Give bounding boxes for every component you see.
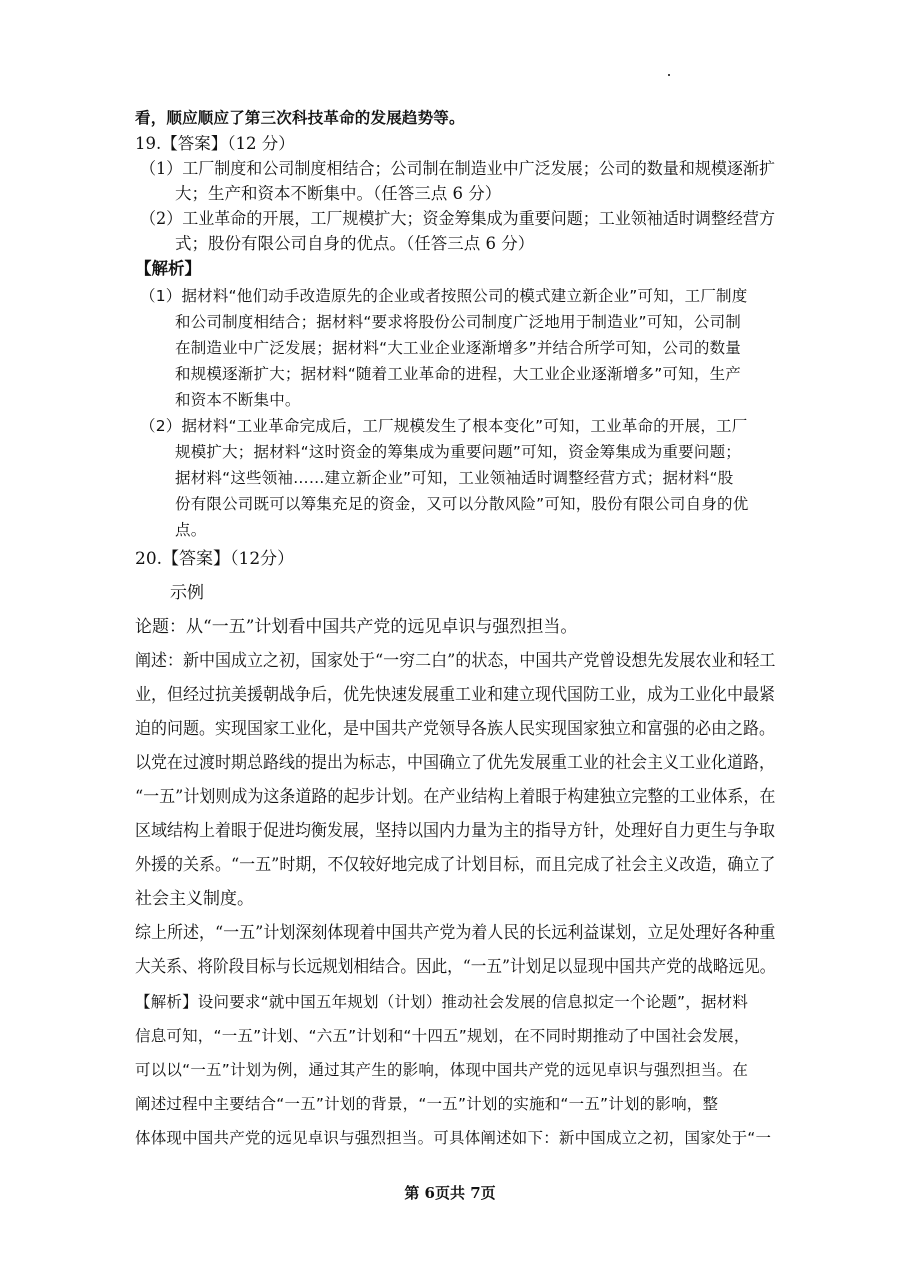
text-line: 以党在过渡时期总路线的提出为标志，中国确立了优先发展重工业的社会主义工业化道路，	[135, 753, 776, 773]
text-line: 信息可知，“一五”计划、“六五”计划和“十四五”规划，在不同时期推动了中国社会发展，	[135, 1027, 750, 1045]
text-line: 点。	[175, 521, 207, 539]
text-line: （2）据材料“工业革命完成后，工厂规模发生了根本变化”可知，工业革命的开展，工厂	[140, 417, 748, 435]
text-line: （2）工业革命的开展，工厂规模扩大；资金筹集成为重要问题；工业领袖适时调整经营方	[140, 209, 775, 228]
page-number: 第 6页共 7页	[404, 1184, 496, 1202]
answer-heading-19: 19.【答案】（12 分）	[135, 134, 295, 153]
text-line: 据材料“这些领袖……建立新企业”可知，工业领袖适时调整经营方式；据材料“股	[175, 469, 734, 487]
text-line: 外援的关系。“一五”时期，不仅较好地完成了计划目标，而且完成了社会主义改造，确立了	[135, 855, 776, 875]
text-line: 阐述：新中国成立之初，国家处于“一穷二白”的状态，中国共产党曾设想先发展农业和轻工	[135, 651, 776, 671]
text-line: 社会主义制度。	[135, 889, 254, 909]
text-line: 和资本不断集中。	[175, 391, 301, 409]
text-line: 阐述过程中主要结合“一五”计划的背景，“一五”计划的实施和“一五”计划的影响，整	[135, 1095, 719, 1113]
text-line: 论题：从“一五”计划看中国共产党的远见卓识与强烈担当。	[135, 617, 578, 637]
text-line: 示例	[170, 583, 204, 603]
text-line: 大；生产和资本不断集中。（任答三点 6 分）	[175, 184, 502, 203]
text-line: 看，顺应顺应了第三次科技革命的发展趋势等。	[135, 109, 465, 127]
text-line: 可以以“一五”计划为例，通过其产生的影响，体现中国共产党的远见卓识与强烈担当。在	[135, 1061, 749, 1079]
text-line: 在制造业中广泛发展；据材料“大工业企业逐渐增多”并结合所学可知，公司的数量	[175, 339, 741, 357]
text-line: 和规模逐渐扩大；据材料“随着工业革命的进程，大工业企业逐渐增多”可知，生产	[175, 365, 741, 383]
answer-heading-20: 20.【答案】（12分）	[135, 549, 295, 569]
text-line: 和公司制度相结合；据材料“要求将股份公司制度广泛地用于制造业”可知，公司制	[175, 313, 741, 331]
text-line: 体体现中国共产党的远见卓识与强烈担当。可具体阐述如下：新中国成立之初，国家处于“一	[135, 1129, 772, 1147]
analysis-heading: 【解析】	[135, 259, 201, 278]
text-line: （1）工厂制度和公司制度相结合；公司制在制造业中广泛发展；公司的数量和规模逐渐扩	[140, 159, 775, 178]
text-line: 区域结构上着眼于促进均衡发展，坚持以国内力量为主的指导方针，处理好自力更生与争取	[135, 821, 776, 841]
text-line: 迫的问题。实现国家工业化，是中国共产党领导各族人民实现国家独立和富强的必由之路。	[135, 719, 776, 739]
text-line: “一五”计划则成为这条道路的起步计划。在产业结构上着眼于构建独立完整的工业体系，在	[135, 787, 776, 807]
text-line: 规模扩大；据材料“这时资金的筹集成为重要问题”可知，资金筹集成为重要问题；	[175, 443, 741, 461]
text-line: 业，但经过抗美援朝战争后，优先快速发展重工业和建立现代国防工业，成为工业化中最紧	[135, 685, 776, 705]
scan-dot	[668, 74, 670, 76]
text-line: 式；股份有限公司自身的优点。（任答三点 6 分）	[175, 234, 535, 253]
text-line: 大关系、将阶段目标与长远规划相结合。因此，“一五”计划足以显现中国共产党的战略远见。	[135, 957, 776, 977]
text-line: （1）据材料“他们动手改造原先的企业或者按照公司的模式建立新企业”可知，工厂制度	[140, 287, 748, 305]
text-line: 【解析】设问要求“就中国五年规划（计划）推动社会发展的信息拟定一个论题”，据材料	[135, 993, 749, 1011]
text-line: 份有限公司既可以筹集充足的资金，又可以分散风险”可知，股份有限公司自身的优	[175, 495, 749, 513]
text-line: 综上所述，“一五”计划深刻体现着中国共产党为着人民的长远利益谋划，立足处理好各种重	[135, 923, 776, 943]
